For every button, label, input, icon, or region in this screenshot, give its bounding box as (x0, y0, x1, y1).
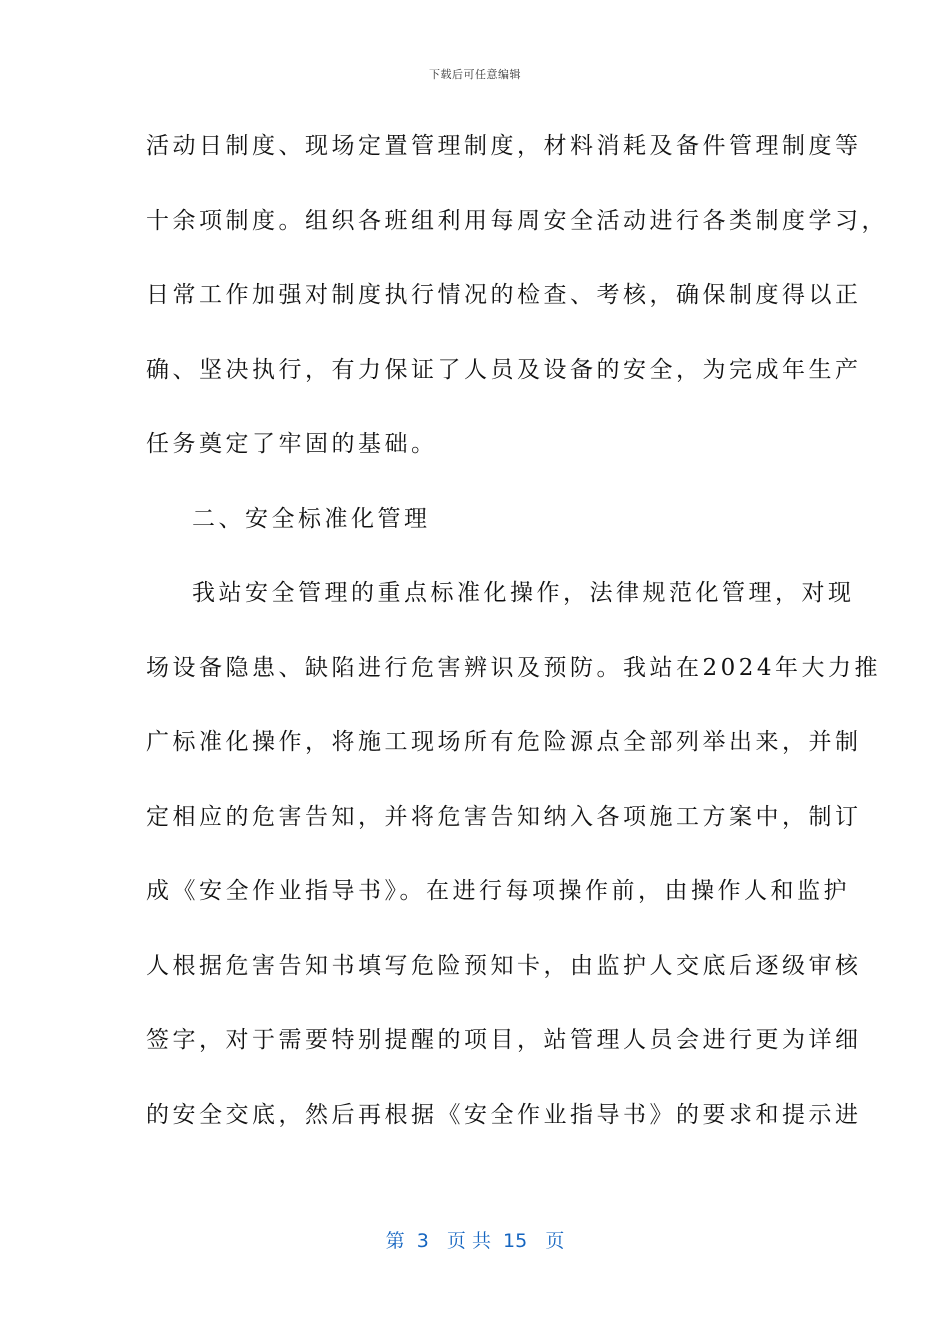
paragraph-line: 成《安全作业指导书》。在进行每项操作前，由操作人和监护 (146, 878, 850, 904)
page-number: 第 3 页 共 15 页 (385, 1230, 565, 1252)
paragraph-line: 定相应的危害告知，并将危害告知纳入各项施工方案中，制订 (146, 803, 862, 830)
page-header: 下载后可任意编辑 (429, 68, 521, 81)
section-heading: 二、安全标准化管理 (192, 505, 431, 532)
paragraph-line: 场设备隐患、缺陷进行危害辨识及预防。我站在2024年大力推 (146, 654, 882, 681)
paragraph-line: 广标准化操作，将施工现场所有危险源点全部列举出来，并制 (146, 729, 862, 755)
paragraph-line: 我站安全管理的重点标准化操作，法律规范化管理，对现 (192, 580, 855, 606)
paragraph-line: 活动日制度、现场定置管理制度，材料消耗及备件管理制度等 (146, 133, 862, 159)
paragraph-line: 的安全交底，然后再根据《安全作业指导书》的要求和提示进 (146, 1101, 862, 1128)
paragraph-line: 任务奠定了牢固的基础。 (146, 431, 438, 457)
paragraph-line: 人根据危害告知书填写危险预知卡，由监护人交底后逐级审核 (146, 952, 862, 979)
document-body (146, 128, 888, 1171)
paragraph-line: 日常工作加强对制度执行情况的检查、考核，确保制度得以正 (146, 282, 862, 308)
paragraph-line: 确、坚决执行，有力保证了人员及设备的安全，为完成年生产 (146, 356, 862, 383)
paragraph-line: 十余项制度。组织各班组利用每周安全活动进行各类制度学习， (146, 207, 888, 234)
paragraph-line: 签字，对于需要特别提醒的项目，站管理人员会进行更为详细 (146, 1027, 862, 1053)
